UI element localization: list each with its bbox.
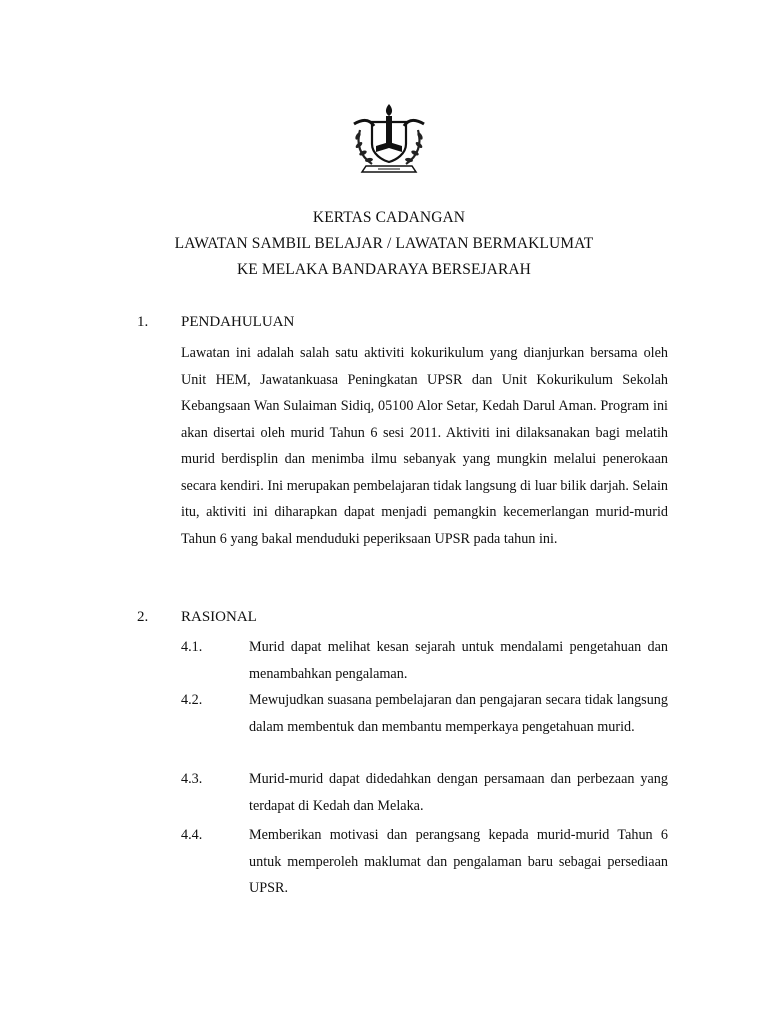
list-item-text: Murid-murid dapat didedahkan dengan persamaan dan perbezaan yang terdapat di Kedah dan Melaka.	[249, 771, 668, 814]
school-crest-logo	[346, 96, 432, 178]
list-item-number: 4.4.	[181, 827, 203, 843]
section-title: PENDAHULUAN	[181, 314, 295, 330]
list-item-number: 4.2.	[181, 692, 203, 708]
list-item-number: 4.1.	[181, 639, 203, 655]
document-title: KERTAS CADANGAN	[312, 209, 466, 226]
section-title: RASIONAL	[181, 609, 257, 625]
section-number: 1.	[137, 314, 149, 330]
list-item-text: Mewujudkan suasana pembelajaran dan pengajaran secara tidak langsung dalam membentuk dan membantu memperkaya pengetahuan murid.	[249, 692, 668, 735]
section-paragraph: Lawatan ini adalah salah satu aktiviti kokurikulum yang dianjurkan bersama oleh Unit HEM, Jawatankuasa Peningkatan UPSR dan Unit Kokurikulum Sekolah Kebangsaan Wan Sulaiman Sidiq, 05100 Alor Setar, Kedah Darul Aman. Program ini akan disertai oleh murid Tahun 6 sesi 2011. Aktiviti ini dilaksanakan bagi melatih murid berdisplin dan menimba ilmu sebanyak yang mungkin melalui penerokaan secara kendiri. Ini merupakan pembelajaran tidak langsung di luar bilik darjah. Selain itu, aktiviti ini diharapkan dapat menjadi pemangkin kecemerlangan murid-murid Tahun 6 yang bakal menduduki peperiksaan UPSR pada tahun ini.	[181, 345, 668, 547]
section-number: 2.	[137, 609, 149, 625]
list-item-number: 4.3.	[181, 771, 203, 787]
list-item-text: Murid dapat melihat kesan sejarah untuk mendalami pengetahuan dan menambahkan pengalaman.	[249, 639, 668, 682]
document-subtitle-1: LAWATAN SAMBIL BELAJAR / LAWATAN BERMAKLUMAT	[174, 235, 594, 252]
document-subtitle-2: KE MELAKA BANDARAYA BERSEJARAH	[237, 261, 531, 278]
list-item-text: Memberikan motivasi dan perangsang kepada murid-murid Tahun 6 untuk memperoleh maklumat dan pengalaman baru sebagai persediaan UPSR.	[249, 827, 668, 896]
document-titles	[0, 205, 768, 283]
